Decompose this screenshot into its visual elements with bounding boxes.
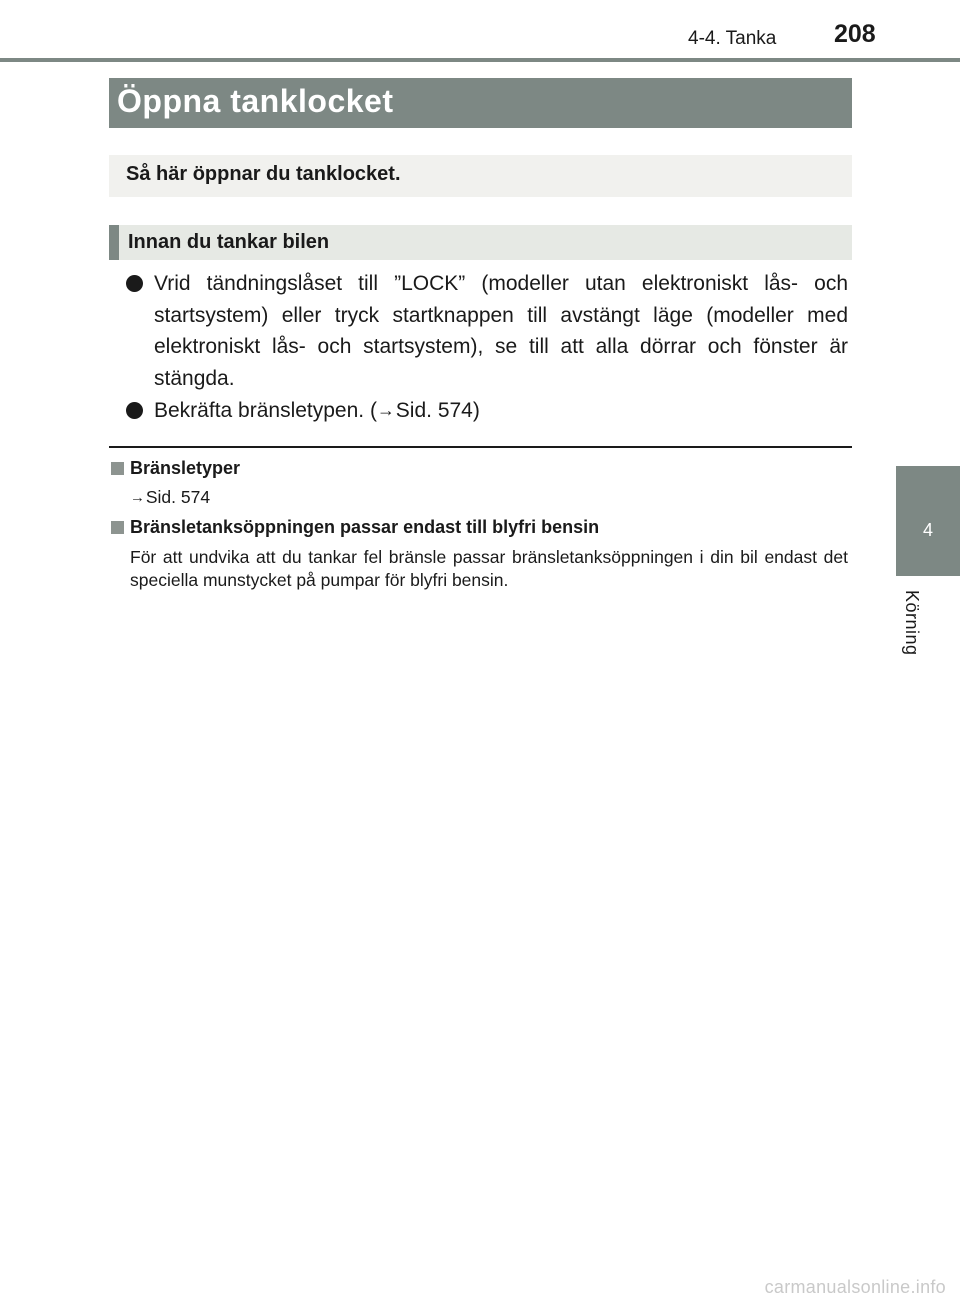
intro-box (109, 155, 852, 197)
section-divider (109, 446, 852, 448)
bullet-dot-icon (126, 402, 143, 419)
intro-text: Så här öppnar du tanklocket. (126, 163, 401, 185)
arrow-right-icon: → (130, 490, 145, 506)
square-bullet-icon (111, 462, 124, 475)
note-heading-text: Bränsletyper (130, 458, 241, 478)
title-bar (109, 78, 852, 128)
bullet-item (126, 395, 848, 427)
square-bullet-icon (111, 521, 124, 534)
bullet-item (126, 268, 848, 394)
note-heading (111, 517, 599, 538)
subheading-accent (109, 225, 119, 260)
chapter-label: Körning (902, 590, 922, 656)
bullet-text (154, 395, 848, 427)
chapter-tab (896, 466, 960, 576)
arrow-right-icon: → (376, 400, 395, 420)
header-rule (0, 58, 960, 62)
note-body: För att undvika att du tankar fel bränsle passar bränsletanksöppningen i din bil endast det speciella munstycket på pumpar för blyfri bensin. (130, 547, 848, 590)
note-heading (111, 458, 240, 479)
page-reference-link[interactable]: Sid. 574 (145, 487, 211, 507)
page-title: Öppna tanklocket (117, 83, 394, 119)
bullet-text-after: ) (472, 399, 480, 422)
section-label: 4-4. Tanka (688, 28, 777, 49)
page-reference-link[interactable]: Sid. 574 (395, 399, 473, 422)
note-heading-text: Bränsletanksöppningen passar endast till blyfri bensin (130, 517, 600, 537)
bullet-text: Vrid tändningslåset till ”LOCK” (modeller utan elektroniskt lås- och startsystem) eller tryck startknappen till avstängt läge (modeller med elektroniskt lås- och startsystem), se till att alla dörrar och fönster är stängda. (154, 272, 848, 390)
page-number: 208 (834, 20, 876, 48)
subheading-bar (109, 225, 852, 260)
bullet-text-before: Bekräfta bränsletypen. ( (154, 399, 377, 422)
chapter-number: 4 (922, 520, 933, 540)
bullet-dot-icon (126, 275, 143, 292)
watermark: carmanualsonline.info (764, 1277, 946, 1297)
note-body (130, 486, 848, 510)
subheading: Innan du tankar bilen (128, 231, 330, 253)
